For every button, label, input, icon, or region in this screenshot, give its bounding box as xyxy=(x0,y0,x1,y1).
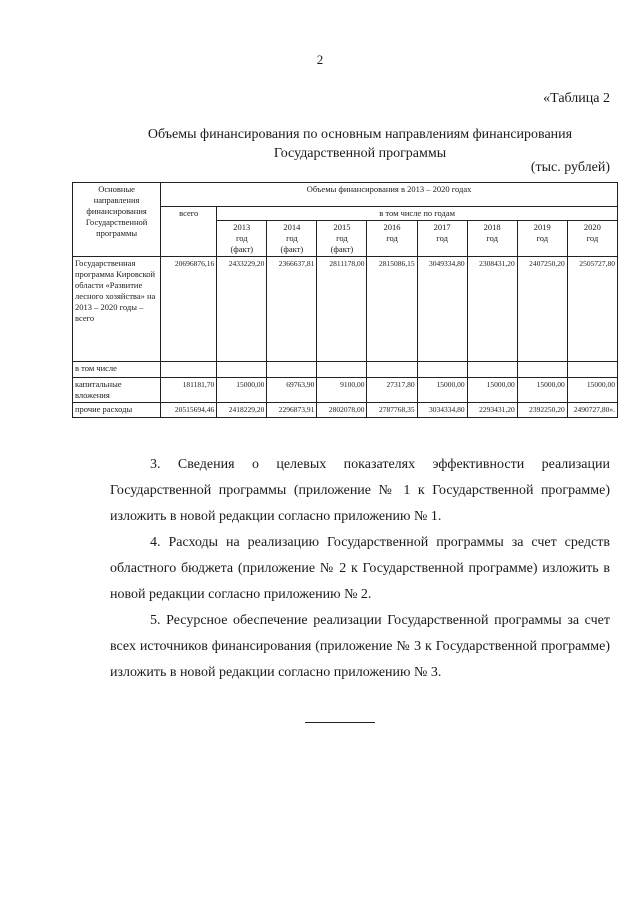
cell-2013: 2433229,20 xyxy=(217,257,267,362)
cell-2019: 2407250,20 xyxy=(517,257,567,362)
table-label: «Таблица 2 xyxy=(543,91,610,106)
cell-2020: 2505727,80 xyxy=(567,257,617,362)
header-volumes: Объемы финансирования в 2013 – 2020 годах xyxy=(161,183,618,207)
cell-2019 xyxy=(517,362,567,378)
cell-2018: 15000,00 xyxy=(467,378,517,403)
header-year-2019: 2019 год xyxy=(517,221,567,257)
cell-2016: 27317,80 xyxy=(367,378,417,403)
cell-2018 xyxy=(467,362,517,378)
header-year-2015: 2015 год (факт) xyxy=(317,221,367,257)
cell-2013: 2418229,20 xyxy=(217,403,267,418)
cell-2015: 9100,00 xyxy=(317,378,367,403)
header-year-2017: 2017 год xyxy=(417,221,467,257)
table-row-capital-investment xyxy=(73,378,618,403)
closing-divider xyxy=(305,722,375,723)
cell-total: 181181,70 xyxy=(161,378,217,403)
table-row-other-expenses xyxy=(73,403,618,418)
cell-2014: 2366637,81 xyxy=(267,257,317,362)
cell-2018: 2293431,20 xyxy=(467,403,517,418)
header-by-year: в том числе по годам xyxy=(217,207,618,221)
header-year-2018: 2018 год xyxy=(467,221,517,257)
table-row-including xyxy=(73,362,618,378)
header-year-2020: 2020 год xyxy=(567,221,617,257)
paragraph-item-3: 3. Сведения о целевых показателях эффективности реализации Государственной программы (приложение № 1 к Государственной программе) изложить в новой редакции согласно приложению № 1. xyxy=(110,457,610,524)
cell-2014 xyxy=(267,362,317,378)
cell-2016 xyxy=(367,362,417,378)
unit-label: (тыс. рублей) xyxy=(530,160,610,175)
cell-2020: 2490727,80». xyxy=(567,403,617,418)
cell-2020 xyxy=(567,362,617,378)
cell-2017: 3034334,80 xyxy=(417,403,467,418)
cell-2019: 15000,00 xyxy=(517,378,567,403)
cell-2013: 15000,00 xyxy=(217,378,267,403)
cell-total xyxy=(161,362,217,378)
header-year-2016: 2016 год xyxy=(367,221,417,257)
cell-2016: 2815086,15 xyxy=(367,257,417,362)
paragraph-item-4: 4. Расходы на реализацию Государственной программы за счет средств областного бюджета (приложение № 2 к Государственной программе) изложить в новой редакции согласно приложению № 2. xyxy=(110,535,610,602)
cell-2017: 3049334,80 xyxy=(417,257,467,362)
cell-2017: 15000,00 xyxy=(417,378,467,403)
cell-2018: 2308431,20 xyxy=(467,257,517,362)
header-total: всего xyxy=(161,207,217,257)
cell-2015 xyxy=(317,362,367,378)
cell-2015: 2802078,00 xyxy=(317,403,367,418)
table-title: Объемы финансирования по основным направлениям финансирования Государственной программы xyxy=(147,127,573,161)
cell-total: 20515694,46 xyxy=(161,403,217,418)
cell-2020: 15000,00 xyxy=(567,378,617,403)
page-number: 2 xyxy=(316,52,324,67)
row-label: прочие расходы xyxy=(73,403,161,418)
cell-2014: 2296873,91 xyxy=(267,403,317,418)
row-label: в том числе xyxy=(73,362,161,378)
paragraph-item-5: 5. Ресурсное обеспечение реализации Государственной программы за счет всех источников финансирования (приложение № 3 к Государственной программе) изложить в новой редакции согласно приложению № 3. xyxy=(110,613,610,680)
header-directions: Основные направления финансирования Государственной программы xyxy=(73,183,161,257)
header-year-2014: 2014 год (факт) xyxy=(267,221,317,257)
financing-table xyxy=(72,182,618,418)
header-year-2013: 2013 год (факт) xyxy=(217,221,267,257)
cell-total: 20696876,16 xyxy=(161,257,217,362)
cell-2015: 2811178,00 xyxy=(317,257,367,362)
row-label: капитальные вложения xyxy=(73,378,161,403)
table-row-program-total xyxy=(73,257,618,362)
cell-2014: 69763,90 xyxy=(267,378,317,403)
cell-2016: 2787768,35 xyxy=(367,403,417,418)
cell-2019: 2392250,20 xyxy=(517,403,567,418)
row-label: Государственная программа Кировской области «Развитие лесного хозяйства» на 2013 – 2020 годы – всего xyxy=(73,257,161,362)
cell-2013 xyxy=(217,362,267,378)
cell-2017 xyxy=(417,362,467,378)
